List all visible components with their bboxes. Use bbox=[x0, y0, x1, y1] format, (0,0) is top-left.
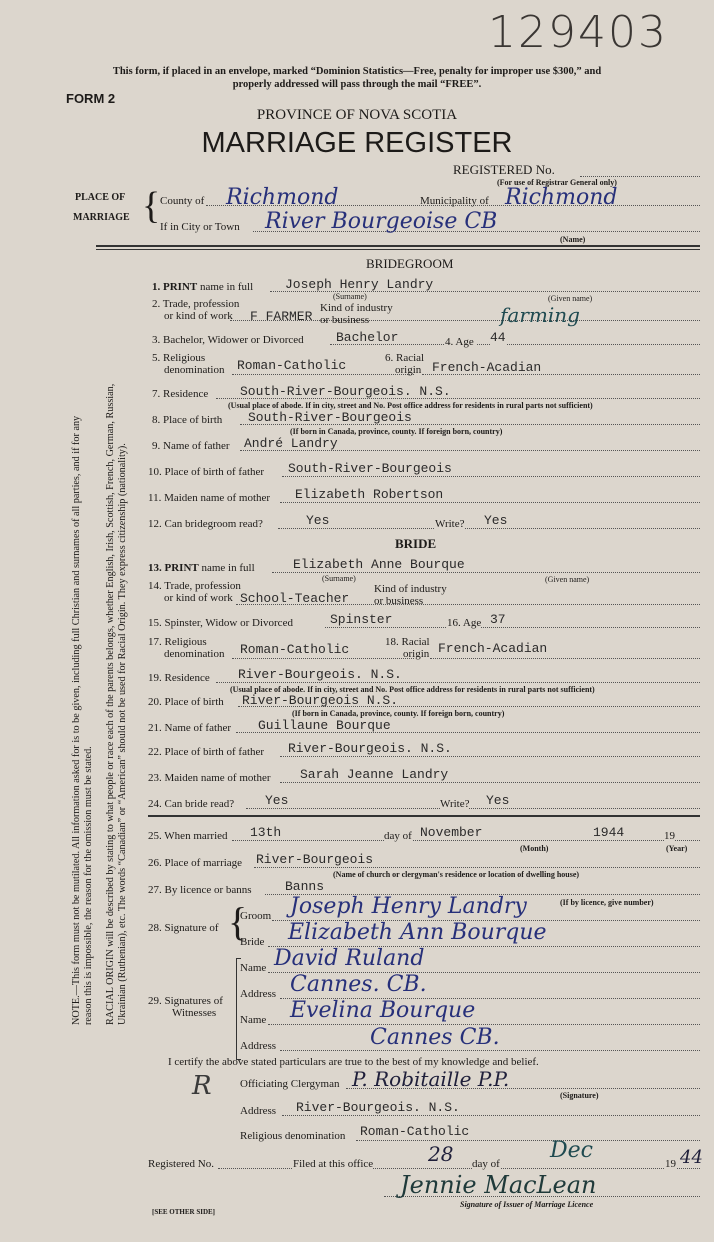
groom-industry: farming bbox=[500, 303, 580, 327]
groom-birthplace: South-River-Bourgeois bbox=[248, 410, 412, 425]
brace-icon: { bbox=[228, 899, 248, 944]
denomination-label: Religious denomination bbox=[240, 1130, 346, 1142]
year-prefix: 19 bbox=[665, 1158, 676, 1170]
surname-note: (Surname) bbox=[322, 574, 356, 583]
name-label: name in full bbox=[199, 281, 254, 293]
bride-name: Elizabeth Anne Bourque bbox=[293, 557, 465, 572]
father-label: 9. Name of father bbox=[152, 440, 230, 452]
religion-line bbox=[232, 374, 414, 375]
filing-line bbox=[218, 1168, 700, 1169]
marriage-label: MARRIAGE bbox=[73, 212, 130, 223]
print-label: PRINT bbox=[163, 281, 198, 293]
signature-note: (Signature) bbox=[560, 1091, 599, 1100]
trade-label-1: 14. Trade, profession bbox=[148, 580, 241, 592]
witness-address-label: Address bbox=[240, 1040, 277, 1052]
filed-year: 44 bbox=[680, 1147, 703, 1168]
bride-write: Yes bbox=[486, 793, 510, 808]
place-of-marriage-line bbox=[254, 867, 700, 868]
city-label: If in City or Town bbox=[160, 221, 240, 233]
trade-label-2: or kind of work bbox=[164, 310, 233, 322]
groom-name: Joseph Henry Landry bbox=[285, 277, 434, 292]
place-note: (Name of church or clergyman's residence or location of dwelling house) bbox=[333, 870, 580, 879]
status-label: 3. Bachelor, Widower or Divorced bbox=[152, 334, 304, 346]
filed-month: Dec bbox=[550, 1138, 593, 1163]
bridegroom-heading: BRIDEGROOM bbox=[366, 256, 454, 271]
age-label: 16. Age bbox=[447, 617, 482, 629]
given-name-note: (Given name) bbox=[545, 575, 590, 584]
margin-note bbox=[71, 325, 129, 1025]
when-married-line bbox=[232, 840, 700, 841]
name-note: (Name) bbox=[560, 235, 586, 244]
read-label: 24. Can bride read? bbox=[148, 798, 235, 810]
status-line bbox=[325, 627, 700, 628]
registered-no-label: Registered No. bbox=[148, 1158, 214, 1170]
groom-write: Yes bbox=[484, 513, 508, 528]
groom-trade: F FARMER bbox=[250, 309, 313, 324]
year-note: (Year) bbox=[666, 844, 688, 853]
bride-label: Bride bbox=[240, 936, 265, 948]
mother-label: 23. Maiden name of mother bbox=[148, 772, 271, 784]
father-label: 21. Name of father bbox=[148, 722, 232, 734]
father-birthplace-line bbox=[282, 476, 700, 477]
father-birthplace-line bbox=[280, 756, 700, 757]
abode-note: (Usual place of abode. If in city, street and No. Post office address for residents in rural parts not sufficient) bbox=[230, 685, 595, 694]
page-title: MARRIAGE REGISTER bbox=[201, 127, 513, 159]
groom-racial-origin: French-Acadian bbox=[432, 360, 542, 375]
year-prefix: 19 bbox=[664, 830, 675, 842]
licence-label: 27. By licence or banns bbox=[148, 884, 252, 896]
margin-note-line: RACIAL ORIGIN will be described by stating to what people or race each of the parents belongs, whether English, Irish, Scottish, French, German, Russian, bbox=[105, 383, 116, 1025]
marriage-place: River-Bourgeois bbox=[256, 852, 374, 867]
witness1-name: David Ruland bbox=[274, 946, 425, 971]
witness-name-label: Name bbox=[240, 1014, 267, 1026]
bride-status: Spinster bbox=[330, 612, 393, 627]
surname-note: (Surname) bbox=[333, 292, 367, 301]
witness2-address: Cannes CB. bbox=[370, 1025, 500, 1050]
day-of-label: day of bbox=[472, 1158, 500, 1170]
bride-father: Guillaune Bourque bbox=[258, 718, 391, 733]
marriage-year-typed: 1944 bbox=[593, 825, 625, 840]
clergy-signature: P. Robitaille P.P. bbox=[352, 1067, 510, 1091]
industry-label-1: Kind of industry bbox=[374, 583, 447, 595]
father-birthplace-label: 10. Place of birth of father bbox=[148, 466, 265, 478]
day-of-label: day of bbox=[384, 830, 412, 842]
clergy-address-line bbox=[282, 1115, 700, 1116]
bride-name-line bbox=[272, 572, 700, 573]
mother-line bbox=[280, 782, 700, 783]
clergy-address-label: Address bbox=[240, 1105, 277, 1117]
groom-label: Groom bbox=[240, 910, 272, 922]
religion-line bbox=[232, 658, 414, 659]
father-birthplace-label: 22. Place of birth of father bbox=[148, 746, 265, 758]
mother-line bbox=[280, 502, 700, 503]
bride-residence: River-Bourgeois. N.S. bbox=[238, 667, 402, 682]
bride-mother: Sarah Jeanne Landry bbox=[300, 767, 449, 782]
witness-name-label: Name bbox=[240, 962, 267, 974]
bride-heading: BRIDE bbox=[395, 536, 437, 551]
bride-birthplace: River-Bourgeois N.S. bbox=[242, 693, 399, 708]
registered-no-label: REGISTERED No. bbox=[453, 162, 555, 177]
margin-note-line: Ukrainian (Ruthenian), etc. The words “Canadian” or “American” should not be used for Racial Origin. They express citizenship (nationality). bbox=[117, 443, 128, 1025]
marriage-month: November bbox=[420, 825, 483, 840]
witness2-name: Evelina Bourque bbox=[290, 998, 476, 1023]
racial-line bbox=[430, 658, 700, 659]
municipality-label: Municipality of bbox=[420, 195, 489, 207]
residence-label: 7. Residence bbox=[152, 388, 209, 400]
field-number: 1. bbox=[152, 281, 161, 293]
mother-label: 11. Maiden name of mother bbox=[148, 492, 271, 504]
brace-icon: { bbox=[142, 185, 161, 227]
margin-note-line: reason this is impossible, the reason for the omission must be stated. bbox=[83, 746, 94, 1025]
groom-religion: Roman-Catholic bbox=[237, 358, 347, 373]
given-name-note: (Given name) bbox=[548, 294, 593, 303]
province-heading: PROVINCE OF NOVA SCOTIA bbox=[256, 107, 458, 123]
bride-read: Yes bbox=[265, 793, 289, 808]
section-rule bbox=[148, 815, 700, 817]
groom-residence: South-River-Bourgeois. N.S. bbox=[240, 384, 451, 399]
licence-value: Banns bbox=[285, 879, 325, 894]
racial-label-1: 6. Racial bbox=[385, 352, 425, 364]
postal-note-2: properly addressed will pass through the mail “FREE”. bbox=[232, 79, 482, 90]
licence-note: (If by licence, give number) bbox=[560, 898, 654, 907]
issuer-signature: Jennie MacLean bbox=[400, 1171, 597, 1199]
signature-of-label: 28. Signature of bbox=[148, 922, 219, 934]
witness-address-label: Address bbox=[240, 988, 277, 1000]
write-label: Write? bbox=[440, 798, 470, 810]
groom-status: Bachelor bbox=[336, 330, 399, 345]
groom-signature: Joseph Henry Landry bbox=[290, 894, 527, 919]
place-of-label: PLACE OF bbox=[75, 192, 126, 203]
religion-label-1: 17. Religious bbox=[148, 636, 207, 648]
county-label: County of bbox=[160, 195, 205, 207]
groom-age: 44 bbox=[490, 330, 506, 345]
residence-label: 19. Residence bbox=[148, 672, 210, 684]
form-number: FORM 2 bbox=[66, 91, 116, 106]
read-line bbox=[278, 528, 700, 529]
abode-note: (Usual place of abode. If in city, street and No. Post office address for residents in rural parts not sufficient) bbox=[228, 401, 593, 410]
racial-label-2: origin bbox=[395, 364, 422, 376]
denomination-line bbox=[356, 1140, 700, 1141]
witnesses-label-1: 29. Signatures of bbox=[148, 995, 223, 1007]
age-label: 4. Age bbox=[445, 336, 474, 348]
month-note: (Month) bbox=[520, 844, 549, 853]
read-line bbox=[246, 808, 700, 809]
name-label: name in full bbox=[201, 562, 255, 574]
bride-father-birthplace: River-Bourgeois. N.S. bbox=[288, 741, 452, 756]
document-number: 129403 bbox=[488, 7, 668, 58]
trade-label-1: 2. Trade, profession bbox=[152, 298, 240, 310]
witness1-address: Cannes. CB. bbox=[290, 972, 427, 997]
groom-father-birthplace: South-River-Bourgeois bbox=[288, 461, 452, 476]
bride-racial-origin: French-Acadian bbox=[438, 641, 548, 656]
industry-label-1: Kind of industry bbox=[320, 302, 393, 314]
born-note: (If born in Canada, province, county. If foreign born, country) bbox=[292, 709, 505, 718]
city-value: River Bourgeoise CB bbox=[265, 209, 498, 234]
write-label: Write? bbox=[435, 518, 465, 530]
bride-age: 37 bbox=[490, 612, 506, 627]
postal-note-1: This form, if placed in an envelope, marked “Dominion Statistics—Free, penalty for improper use $300,” and bbox=[112, 66, 602, 77]
read-label: 12. Can bridegroom read? bbox=[148, 518, 263, 530]
filed-day: 28 bbox=[428, 1142, 454, 1166]
witnesses-label-2: Witnesses bbox=[172, 1007, 217, 1019]
groom-mother: Elizabeth Robertson bbox=[295, 487, 444, 502]
industry-label-2: or business bbox=[374, 595, 424, 607]
bride-religion: Roman-Catholic bbox=[240, 642, 350, 657]
margin-note-line: NOTE.—This form must not be mutilated. All information asked for is to be given, including full Christian and surnames of all parties, and if for any bbox=[71, 415, 82, 1025]
clergy-address: River-Bourgeois. N.S. bbox=[296, 1100, 460, 1115]
double-rule-lower bbox=[96, 249, 700, 250]
industry-label-2: or business bbox=[320, 314, 370, 326]
print-label: PRINT bbox=[164, 562, 199, 574]
born-note: (If born in Canada, province, county. If foreign born, country) bbox=[290, 427, 503, 436]
certify-statement: I certify the above stated particulars are true to the best of my knowledge and belief. bbox=[168, 1056, 539, 1068]
religion-label-2: denomination bbox=[164, 364, 225, 376]
birthplace-label: 20. Place of birth bbox=[148, 696, 224, 708]
double-rule bbox=[96, 245, 700, 247]
field-number: 13. bbox=[148, 562, 162, 574]
racial-label-2: origin bbox=[403, 648, 430, 660]
registrar-note: (For use of Registrar General only) bbox=[497, 178, 617, 187]
issuer-note: Signature of Issuer of Marriage Licence bbox=[460, 1200, 594, 1209]
clergy-denomination: Roman-Catholic bbox=[360, 1124, 470, 1139]
trade-label-2: or kind of work bbox=[164, 592, 233, 604]
religion-label-2: denomination bbox=[164, 648, 225, 660]
groom-father: André Landry bbox=[244, 436, 338, 451]
groom-read: Yes bbox=[306, 513, 330, 528]
religion-label-1: 5. Religious bbox=[152, 352, 206, 364]
margin-initial: R bbox=[192, 1071, 212, 1101]
status-label: 15. Spinster, Widow or Divorced bbox=[148, 617, 293, 629]
bride-signature: Elizabeth Ann Bourque bbox=[288, 920, 547, 945]
county-value: Richmond bbox=[226, 185, 339, 210]
registered-no-line bbox=[580, 176, 700, 177]
birthplace-label: 8. Place of birth bbox=[152, 414, 223, 426]
witness2-address-line bbox=[280, 1050, 700, 1051]
racial-label-1: 18. Racial bbox=[385, 636, 430, 648]
bride-trade: School-Teacher bbox=[240, 591, 350, 606]
residence-line bbox=[216, 682, 700, 683]
when-married-label: 25. When married bbox=[148, 830, 228, 842]
place-of-marriage-label: 26. Place of marriage bbox=[148, 857, 243, 869]
municipality-value: Richmond bbox=[505, 185, 618, 210]
marriage-day: 13th bbox=[250, 825, 282, 840]
filed-label: Filed at this office bbox=[293, 1158, 374, 1170]
clergy-label: Officiating Clergyman bbox=[240, 1078, 340, 1090]
see-other-side: [SEE OTHER SIDE] bbox=[152, 1208, 216, 1216]
